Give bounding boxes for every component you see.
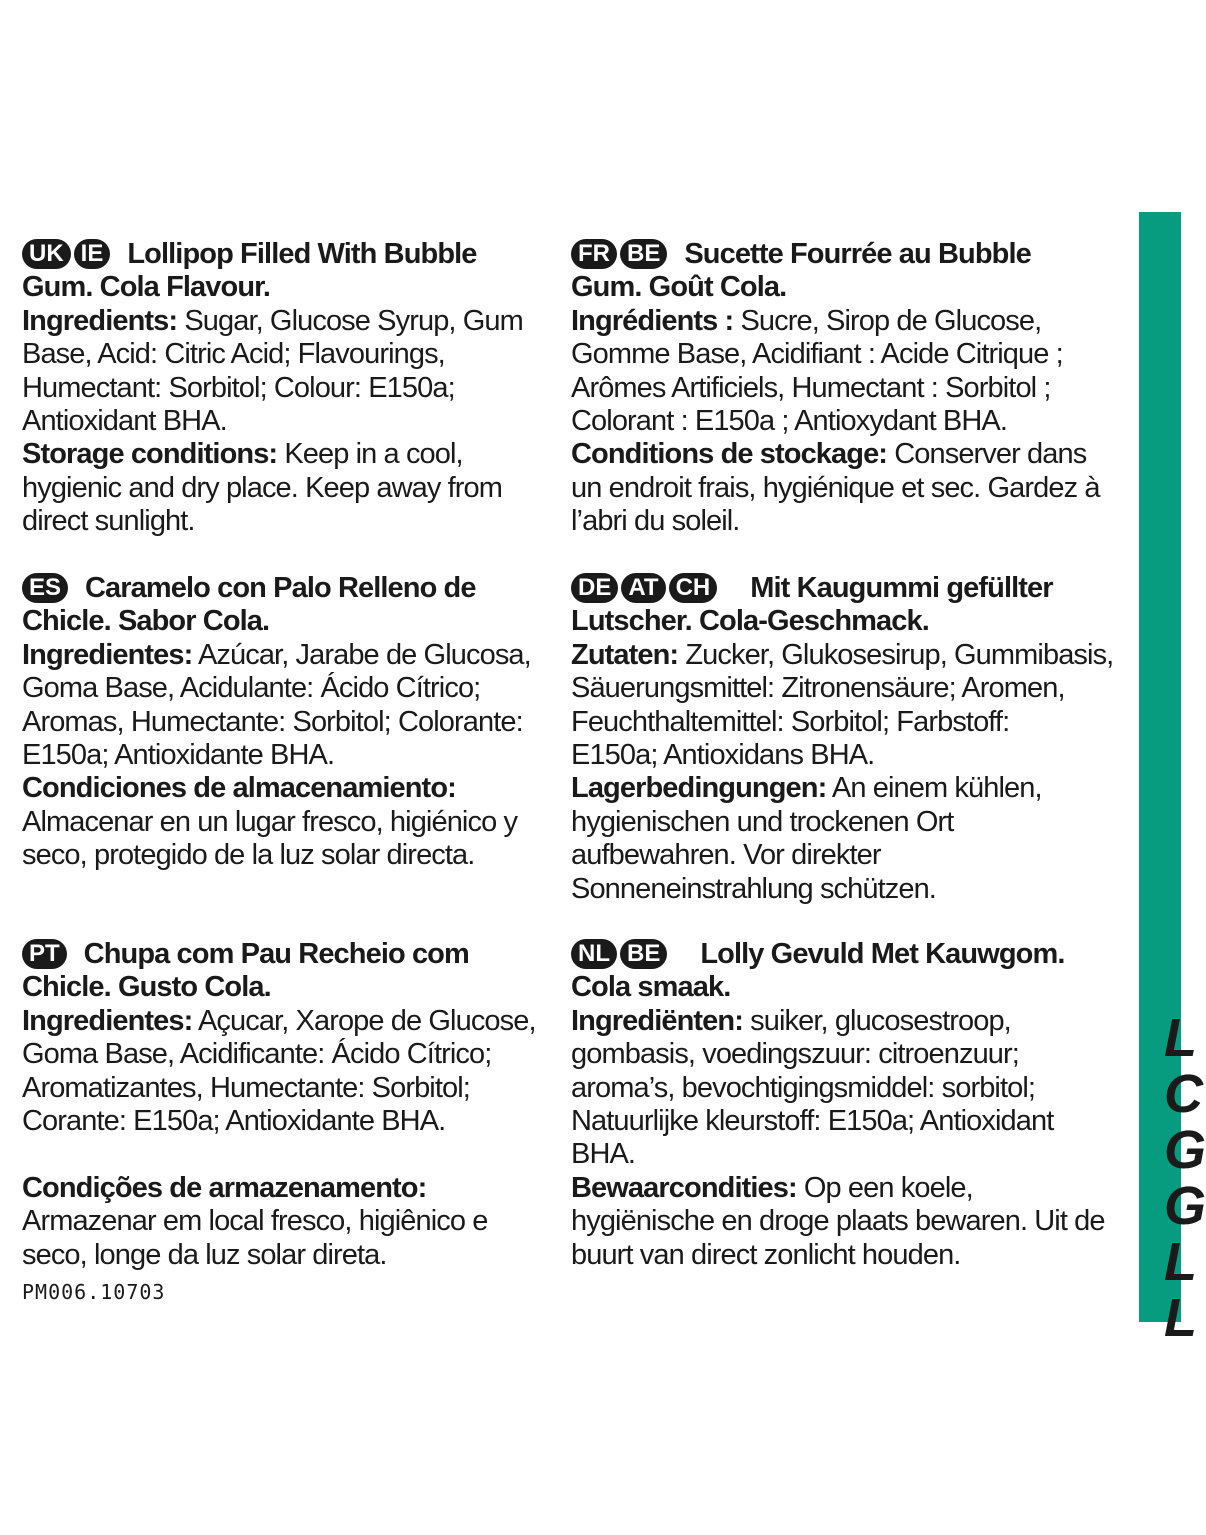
title-line xyxy=(22,938,536,971)
product-title-cont: Cola smaak. xyxy=(571,971,731,1004)
badge-pt: PT xyxy=(22,939,67,969)
ingredients-label: Ingrediënten: xyxy=(571,1004,743,1037)
product-title-cont: Gum. Goût Cola. xyxy=(571,271,787,304)
product-title: Lolly Gevuld Met Kauwgom. xyxy=(700,938,1065,970)
storage-label: Conditions de stockage: xyxy=(571,438,888,471)
section-fr: FR BE Sucette Fourrée au Bubble Gum. Goût Cola. Ingrédients : Sucre, Sirop de Glucose, Gomme Base, Acidifiant : Acide Citrique ; Arômes Artificiels, Humectant : Sorbitol ; Colorant : E150a ; Antioxydant BHA. Conditions de stockage: Conserver dans un endroit frais, hygiénique et sec. Gardez à l’abri du soleil. xyxy=(571,238,1100,538)
title-line xyxy=(22,238,523,271)
section-es: ES Caramelo con Palo Relleno de Chicle. Sabor Cola. Ingredientes: Azúcar, Jarabe de Glucosa, Goma Base, Acidulante: Ácido Cítrico; Aromas, Humectante: Sorbitol; Colorante: E150a; Antioxidante BHA. Condiciones de almacenamiento: Almacenar en un lugar fresco, higiénico y seco, protegido de la luz solar directa. xyxy=(22,572,531,872)
storage-line: Conditions de stockage: Conserver dans xyxy=(571,438,1087,471)
ingredients-line: Ingredients: Sugar, Glucose Syrup, Gum xyxy=(22,304,523,337)
product-code: PM006.10703 xyxy=(22,1280,166,1304)
title-line xyxy=(22,572,531,605)
section-nl: NL BE Lolly Gevuld Met Kauwgom. Cola smaak. Ingrediënten: suiker, glucosestroop, gombasis, voedingszuur: citroenzuur; aroma’s, bevochtigingsmiddel: sorbitol; Natuurlijke kleurstoff: E150a; Antioxidant BHA. Bewaarcondities: Op een koele, hygiënische en droge plaats bewaren. Uit de buurt van direct zonlicht houden. xyxy=(571,938,1105,1271)
product-title-cont: Gum. Cola Flavour. xyxy=(22,271,271,304)
ingredients-label: Ingredients: xyxy=(22,304,178,337)
product-title: Lollipop Filled With Bubble xyxy=(127,238,477,270)
badge-ie: IE xyxy=(74,239,111,269)
badge-be: BE xyxy=(620,939,667,969)
section-de: DE AT CH Mit Kaugummi gefüllter Lutscher. Cola-Geschmack. Zutaten: Zucker, Glukosesirup, Gummibasis, Säuerungsmittel: Zitronensäure; Aromen, Feuchthaltemittel: Sorbitol; Farbstoff: E150a; Antioxidans BHA. Lagerbedingungen: An einem kühlen, hygienischen und trockenen Ort aufbewahren. Vor direkter Sonneneinstrahlung schützen. xyxy=(571,572,1114,905)
badge-es: ES xyxy=(22,573,68,603)
product-title: Chupa com Pau Recheio com xyxy=(83,938,469,970)
ingredients-line: Ingrédients : Sucre, Sirop de Glucose, xyxy=(571,304,1042,337)
storage-line: Bewaarcondities: Op een koele, xyxy=(571,1171,973,1204)
storage-label: Lagerbedingungen: xyxy=(571,772,827,805)
product-title: Caramelo con Palo Relleno de xyxy=(85,572,476,604)
storage-line: Lagerbedingungen: An einem kühlen, xyxy=(571,772,1042,805)
storage-label: Condiciones de almacenamiento: xyxy=(22,772,456,805)
ingredients-label: Zutaten: xyxy=(571,638,679,671)
ingredients-label: Ingredientes: xyxy=(22,1004,193,1037)
badge-nl: NL xyxy=(571,939,617,969)
title-line xyxy=(571,238,1100,271)
badge-fr: FR xyxy=(571,239,617,269)
badge-be: BE xyxy=(620,239,667,269)
product-title: Sucette Fourrée au Bubble xyxy=(684,238,1031,270)
product-title-cont: Chicle. Sabor Cola. xyxy=(22,605,270,638)
badge-uk: UK xyxy=(22,239,71,269)
title-line xyxy=(571,938,1105,971)
storage-label: Bewaarcondities: xyxy=(571,1171,797,1204)
ingredients-label: Ingrédients : xyxy=(571,304,734,337)
side-text-fragment: L C G G L L xyxy=(1164,1008,1206,1348)
product-title: Mit Kaugummi gefüllter xyxy=(750,572,1053,604)
product-title-cont: Chicle. Gusto Cola. xyxy=(22,971,271,1004)
storage-line: Storage conditions: Keep in a cool, xyxy=(22,438,463,471)
title-line xyxy=(571,572,1113,605)
ingredients-line: Zutaten: Zucker, Glukosesirup, Gummibasis, xyxy=(571,638,1114,671)
storage-label: Condições de armazenamento: xyxy=(22,1171,427,1204)
ingredients-line: Ingredientes: Açucar, Xarope de Glucose, xyxy=(22,1004,536,1037)
badge-at: AT xyxy=(621,573,665,603)
product-title-cont: Lutscher. Cola-Geschmack. xyxy=(571,605,929,638)
badge-de: DE xyxy=(571,573,618,603)
ingredients-line: Ingrediënten: suiker, glucosestroop, xyxy=(571,1004,1011,1037)
ingredients-label: Ingredientes: xyxy=(22,638,193,671)
section-pt: PT Chupa com Pau Recheio com Chicle. Gusto Cola. Ingredientes: Açucar, Xarope de Glucose, Goma Base, Acidificante: Ácido Cítrico; Aromatizantes, Humectante: Sorbitol; Corante: E150a; Antioxidante BHA. Condições de armazenamento: Armazenar em local fresco, higiênico e seco, longe da luz solar direta. xyxy=(22,938,536,1271)
ingredients-line: Ingredientes: Azúcar, Jarabe de Glucosa, xyxy=(22,638,531,671)
section-uk: UK IE Lollipop Filled With Bubble Gum. Cola Flavour. Ingredients: Sugar, Glucose Syrup, Gum Base, Acid: Citric Acid; Flavourings, Humectant: Sorbitol; Colour: E150a; Antioxidant BHA. Storage conditions: Keep in a cool, hygienic and dry place. Keep away from direct sunlight. xyxy=(22,238,523,538)
badge-ch: CH xyxy=(669,573,718,603)
storage-label: Storage conditions: xyxy=(22,438,278,471)
